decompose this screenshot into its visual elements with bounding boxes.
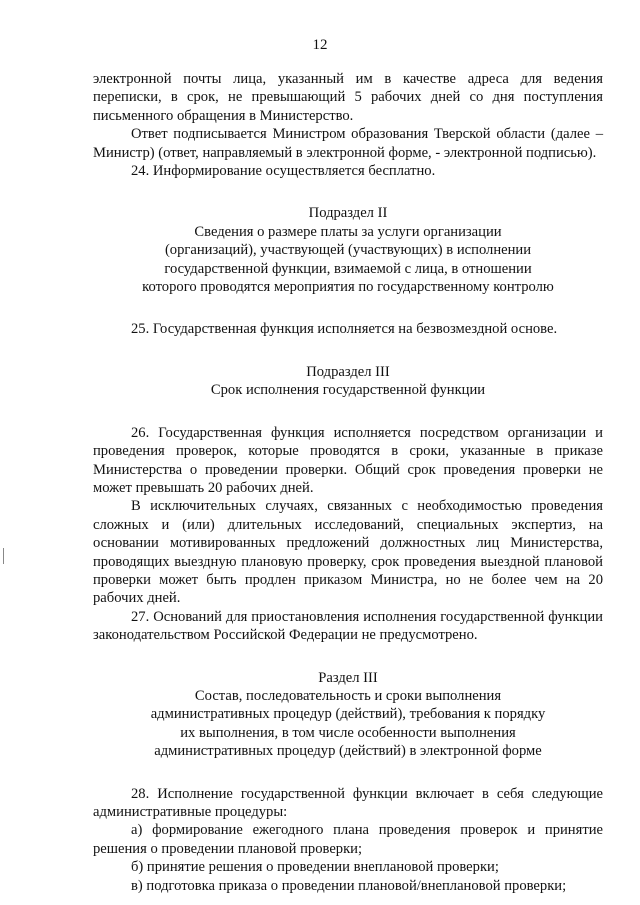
subsection-2-title: Подраздел II (308, 205, 388, 222)
section-3-heading-line-1: Состав, последовательность и сроки выполнения (194, 687, 502, 704)
list-item-c: в) подготовка приказа о проведении плановой/внеплановой проверки; (131, 877, 567, 894)
scan-edge-mark (3, 548, 4, 564)
paragraph-26-exceptions: В исключительных случаях, связанных с необходимостью проведения сложных и (или) длительных исследований, специальных экспертиз, на основании мотивированных предложений должностных лиц Министерства, проводящих выездную плановую проверку, срок проведения выездной плановой проверки может быть продлен приказом Министра, но не более чем на 20 рабочих дней. (93, 498, 603, 607)
section-3-heading-line-3: их выполнения, в том числе особенности выполнения (180, 724, 516, 741)
subsection-2-heading-line-1: Сведения о размере платы за услуги организации (194, 223, 502, 240)
paragraph-28: 28. Исполнение государственной функции включает в себя следующие административные процедуры: (93, 785, 603, 820)
list-item-a: а) формирование ежегодного плана проведения проверок и принятие решения о проведении плановой проверки; (93, 822, 603, 857)
list-item-b: б) принятие решения о проведении внеплановой проверки; (131, 859, 499, 876)
document-body (93, 70, 603, 895)
section-3-heading-line-2: административных процедур (действий), требования к порядку (150, 706, 546, 723)
section-3-title: Раздел III (318, 669, 378, 686)
paragraph-email-continuation: электронной почты лица, указанный им в качестве адреса для ведения переписки, в срок, не превышающий 5 рабочих дней со дня поступления письменного обращения в Министерство. (93, 71, 603, 124)
paragraph-25: 25. Государственная функция исполняется на безвозмездной основе. (131, 321, 558, 338)
paragraph-signature: Ответ подписывается Министром образования Тверской области (далее – Министр) (ответ, направляемый в электронной форме, - электронной подписью). (93, 126, 603, 161)
paragraph-27: 27. Оснований для приостановления исполнения государственной функции законодательством Российской Федерации не предусмотрено. (93, 608, 603, 644)
subsection-2-heading-line-2: (организаций), участвующей (участвующих) в исполнении (164, 242, 532, 259)
page-number: 12 (312, 37, 328, 53)
paragraph-24: 24. Информирование осуществляется бесплатно. (131, 163, 436, 180)
subsection-2-heading-line-4: которого проводятся мероприятия по государственному контролю (142, 279, 554, 296)
subsection-2-heading-line-3: государственной функции, взимаемой с лица, в отношении (164, 260, 532, 277)
subsection-3-heading: Срок исполнения государственной функции (210, 382, 486, 399)
subsection-3-title: Подраздел III (306, 363, 390, 380)
paragraph-26: 26. Государственная функция исполняется посредством организации и проведения проверок, которые проводятся в сроки, указанные в приказе Министерства о проведении проверки. Общий срок проведения проверки не может превышать 20 рабочих дней. (93, 424, 603, 496)
section-3-heading-line-4: административных процедур (действий) в электронной форме (154, 743, 542, 760)
